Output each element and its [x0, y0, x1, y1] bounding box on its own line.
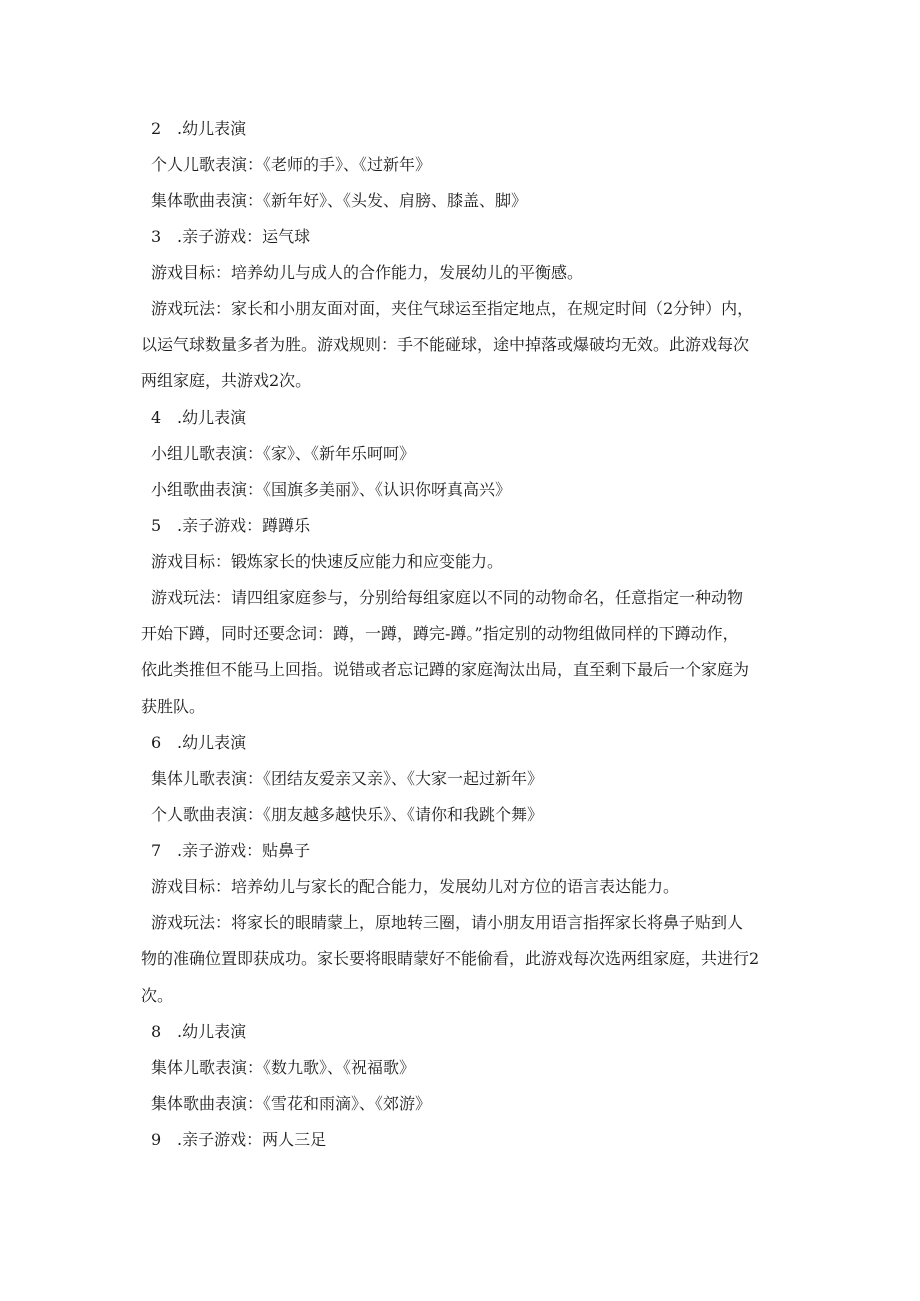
section-title: .亲子游戏：两人三足: [177, 1130, 327, 1149]
text-line: 集体歌曲表演：《雪花和雨滴》、《郊游》: [151, 1094, 432, 1113]
section-heading-5: [151, 516, 791, 536]
section-number: 5: [151, 516, 162, 535]
section-heading-2: [151, 119, 791, 139]
text-line: 集体儿歌表演：《数九歌》、《祝福歌》: [151, 1058, 416, 1077]
text-line: 小组歌曲表演：《国旗多美丽》、《认识你呀真高兴》: [151, 480, 512, 499]
paragraph-line: 游戏玩法：请四组家庭参与，分别给每组家庭以不同的动物命名，任意指定一种动物: [151, 588, 744, 607]
text-line: 个人歌曲表演：《朋友越多越快乐》、《请你和我跳个舞》: [151, 805, 544, 824]
text-line: 个人儿歌表演：《老师的手》、《过新年》: [151, 155, 432, 174]
section-number: 6: [151, 733, 162, 752]
text-line: 集体儿歌表演：《团结友爱亲又亲》、《大家一起过新年》: [151, 769, 544, 788]
section-title: .幼儿表演: [177, 1022, 247, 1041]
paragraph-line: 开始下蹲，同时还要念词：蹲，一蹲，蹲完-蹲。”指定别的动物组做同样的下蹲动作，: [141, 624, 739, 643]
paragraph-line: 两组家庭，共游戏2次。: [141, 371, 312, 390]
section-title: .亲子游戏：蹲蹲乐: [177, 516, 311, 535]
section-heading-7: [151, 841, 791, 861]
section-title: .幼儿表演: [177, 733, 247, 752]
paragraph-line: 游戏玩法：家长和小朋友面对面，夹住气球运至指定地点，在规定时间（2分钟）内，: [151, 299, 754, 318]
text-line: 游戏目标：培养幼儿与成人的合作能力，发展幼儿的平衡感。: [151, 263, 584, 282]
section-heading-9: [151, 1130, 791, 1150]
section-number: 4: [151, 408, 162, 427]
text-line: 游戏目标：培养幼儿与家长的配合能力，发展幼儿对方位的语言表达能力。: [151, 877, 680, 896]
section-title: .亲子游戏：运气球: [177, 227, 311, 246]
text-line: 游戏目标：锻炼家长的快速反应能力和应变能力。: [151, 552, 504, 571]
paragraph-line: 依此类推但不能马上回指。说错或者忘记蹲的家庭淘汰出局，直至剩下最后一个家庭为: [141, 660, 750, 679]
section-heading-4: [151, 408, 791, 428]
paragraph-line: 物的准确位置即获成功。家长要将眼睛蒙好不能偷看，此游戏每次选两组家庭，共进行2: [141, 949, 760, 968]
paragraph-line: 游戏玩法：将家长的眼睛蒙上，原地转三圈，请小朋友用语言指挥家长将鼻子贴到人: [151, 913, 744, 932]
section-number: 3: [151, 227, 162, 246]
section-number: 2: [151, 119, 162, 138]
section-heading-6: [151, 733, 791, 753]
section-title: .亲子游戏：贴鼻子: [177, 841, 311, 860]
section-number: 8: [151, 1022, 162, 1041]
section-title: .幼儿表演: [177, 119, 247, 138]
section-heading-3: [151, 227, 791, 247]
paragraph-line: 以运气球数量多者为胜。游戏规则：手不能碰球，途中掉落或爆破均无效。此游戏每次: [141, 335, 750, 354]
text-line: 小组儿歌表演：《家》、《新年乐呵呵》: [151, 444, 416, 463]
text-line: 集体歌曲表演：《新年好》、《头发、肩膀、膝盖、脚》: [151, 191, 528, 210]
section-title: .幼儿表演: [177, 408, 247, 427]
section-heading-8: [151, 1022, 791, 1042]
paragraph-line: 获胜队。: [141, 697, 206, 716]
section-number: 9: [151, 1130, 162, 1149]
section-number: 7: [151, 841, 162, 860]
paragraph-line: 次。: [141, 986, 174, 1005]
